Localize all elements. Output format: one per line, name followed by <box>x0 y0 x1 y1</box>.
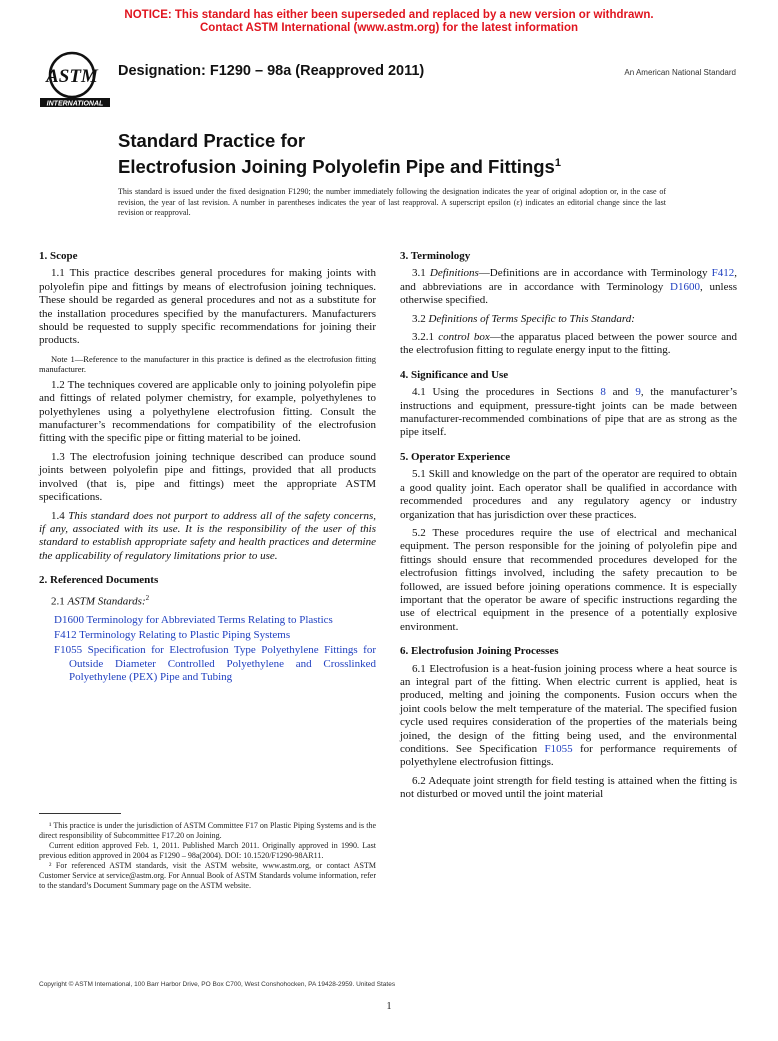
reference-item[interactable] <box>54 614 376 627</box>
para-5-1: 5.1 Skill and knowledge on the part of the operator are required to obtain a good quality joint. Each operator shall be qualified in accordance with recommended procedures and any regulatory agency or industry organization that has jurisdiction over these practices. <box>400 468 737 521</box>
reference-title[interactable]: Specification for Electrofusion Type Polyethylene Fittings for Outside Diameter Controlled Polyethylene and Crosslinked Polyethylene (PEX) Pipe and Tubing <box>69 644 377 684</box>
section-heading-scope: 1. Scope <box>39 250 78 262</box>
para-6-2: 6.2 Adequate joint strength for field testing is attained when the fitting is not disturbed or moved until the joint material <box>400 774 737 801</box>
reference-code[interactable]: F1055 <box>54 644 88 657</box>
reference-code[interactable]: D1600 <box>54 613 87 626</box>
para-2-1-sup: 2 <box>145 593 150 602</box>
svg-text:INTERNATIONAL: INTERNATIONAL <box>46 100 104 107</box>
title-main: Electrofusion Joining Polyolefin Pipe and Fittings <box>118 156 555 178</box>
reference-code[interactable]: F412 <box>54 629 80 641</box>
para-2-1-text: ASTM Standards: <box>67 595 146 608</box>
svg-text:ASTM: ASTM <box>46 66 98 87</box>
para-3-2-1: 3.2.1 control box—the apparatus placed between the power source and the electrofusion fitting to regulate energy input to the fitting. <box>400 331 738 357</box>
note-1: Note 1—Reference to the manufacturer in this practice is defined as the electrofusion fitting manufacturer. <box>39 353 376 374</box>
link-f1055[interactable]: F1055 <box>544 743 573 755</box>
reference-title[interactable]: Terminology Relating to Plastic Piping Systems <box>79 629 291 641</box>
para-1-1: 1.1 This practice describes general procedures for making joints with polyolefin pipe and fittings by means of electrofusion joining techniques. These should be regarded as general procedures and not as a substitute for the installation procedures specified by the manufacturers. Manufacturers should be requested to supply specific recommendations for joining their products. <box>39 267 376 347</box>
para-4-1: 4.1 Using the procedures in Sections 8 and 9, the manufacturer’s instructions and equipment, pressure-tight joints can be made between manufacturer-recommended combinations of pipe that are as strong as the pipe itself. <box>400 386 737 439</box>
page-number: 1 <box>386 1001 392 1012</box>
withdrawal-notice <box>0 9 778 35</box>
intro-paragraph: This standard is issued under the fixed designation F1290; the number immediately following the designation indicates the year of original adoption or, in the case of revision, the year of last revision. A number in parentheses indicates the year of last reapproval. A superscript epsilon (ε) indicates an editorial change since the last revision or reapproval. <box>118 187 666 217</box>
section-heading-operator: 5. Operator Experience <box>400 450 511 463</box>
title-line-2 <box>118 152 561 178</box>
para-1-4-number: 1.4 <box>51 509 69 522</box>
link-section-9[interactable]: 9 <box>635 386 641 399</box>
para-5-2: 5.2 These procedures require the use of electrical and mechanical equipment. The person responsible for the joining of polyolefin pipe and fittings should ensure that recommended procedures developed for the electrofusion fittings involved, including the safety precaution to be followed, are issued before joining operations commence. It is especially important that the operator be aware of specific instructions regarding the use of electrical equipment in the presence of a potentially explosive environment. <box>400 526 737 633</box>
link-d1600[interactable]: D1600 <box>670 280 700 293</box>
left-column <box>39 250 376 687</box>
para-2-1 <box>39 592 376 609</box>
footnotes <box>39 821 376 891</box>
section-heading-terminology: 3. Terminology <box>400 250 471 262</box>
footnote-1a: ¹ This practice is under the jurisdiction of ASTM Committee F17 on Plastic Piping Systems and is the direct responsibility of Subcommittee F17.20 on Joining. <box>39 821 376 840</box>
title-footnote-mark: 1 <box>554 157 561 169</box>
section-heading-referenced: 2. Referenced Documents <box>39 574 159 587</box>
para-1-4-text: This standard does not purport to address all of the safety concerns, if any, associated with its use. It is the responsibility of the user of this standard to establish appropriate safety and health practices and determine the applicability of regulatory limitations prior to use. <box>39 509 377 562</box>
document-title <box>118 130 561 178</box>
para-1-3: 1.3 The electrofusion joining technique described can produce sound joints between polyolefin pipe and fittings, provided that all products involved (that is, pipe and fittings) meet the appropriate ASTM specifications. <box>39 450 376 504</box>
notice-line-1: NOTICE: This standard has either been superseded and replaced by a new version or withdrawn. <box>124 9 654 21</box>
section-heading-electrofusion: 6. Electrofusion Joining Processes <box>400 645 559 658</box>
para-2-1-number: 2.1 <box>51 595 68 608</box>
reference-list <box>39 614 376 685</box>
reference-item[interactable] <box>54 629 376 642</box>
para-6-1: 6.1 Electrofusion is a heat-fusion joining process where a heat source is an integral part of the fitting. When electric current is applied, heat is produced, melting and joining the components. Fusion occurs when the joint cools below the melt temperature of the material. The specified fusion cycle used requires consideration of the properties of the materials being joined, the design of the fitting being used, and the environmental conditions. See Specification F1055 for performance requirements of polyethylene electrofusion fittings. <box>400 662 737 769</box>
designation: Designation: F1290 – 98a (Reapproved 2011) <box>118 63 425 79</box>
footnote-rule <box>39 813 121 814</box>
reference-title[interactable]: Terminology for Abbreviated Terms Relating to Plastics <box>86 613 333 626</box>
notice-line-2: Contact ASTM International (www.astm.org) for the latest information <box>199 22 579 34</box>
link-f412[interactable]: F412 <box>711 267 735 280</box>
copyright-line: Copyright © ASTM International, 100 Barr Harbor Drive, PO Box C700, West Conshohocken, PA 19428-2959. United States <box>39 981 396 988</box>
footnote-2: ² For referenced ASTM standards, visit the ASTM website, www.astm.org, or contact ASTM Customer Service at service@astm.org. For Annual Book of ASTM Standards volume information, refer to the standard’s Document Summary page on the ASTM website. <box>39 861 376 890</box>
para-3-2: 3.2 Definitions of Terms Specific to This Standard: <box>412 312 635 325</box>
national-standard-label: An American National Standard <box>624 68 736 77</box>
link-section-8[interactable]: 8 <box>600 386 606 399</box>
section-heading-significance: 4. Significance and Use <box>400 368 509 381</box>
astm-logo-icon <box>40 51 110 107</box>
para-1-2: 1.2 The techniques covered are applicable only to joining polyolefin pipe and fittings of related polymer chemistry, for example, polyethylenes to polyethylenes using a polyethylene electrofusion fitting. Consult the manufacturer’s recommendations for compatibility of the electrofusion fitting with the specific pipe or fitting material to be joined. <box>39 378 376 445</box>
footnote-1b: Current edition approved Feb. 1, 2011. Published March 2011. Originally approved in 1990. Last previous edition approved in 2004 as F1290 – 98a(2004). DOI: 10.1520/F1290-98AR11. <box>39 841 376 860</box>
reference-item[interactable] <box>54 644 376 684</box>
para-3-1: 3.1 Definitions—Definitions are in accordance with Terminology F412, and abbreviations are in accordance with Terminology D1600, unless otherwise specified. <box>400 267 738 307</box>
para-1-4 <box>39 510 376 564</box>
right-column <box>400 250 737 807</box>
title-line-1: Standard Practice for <box>118 130 306 151</box>
